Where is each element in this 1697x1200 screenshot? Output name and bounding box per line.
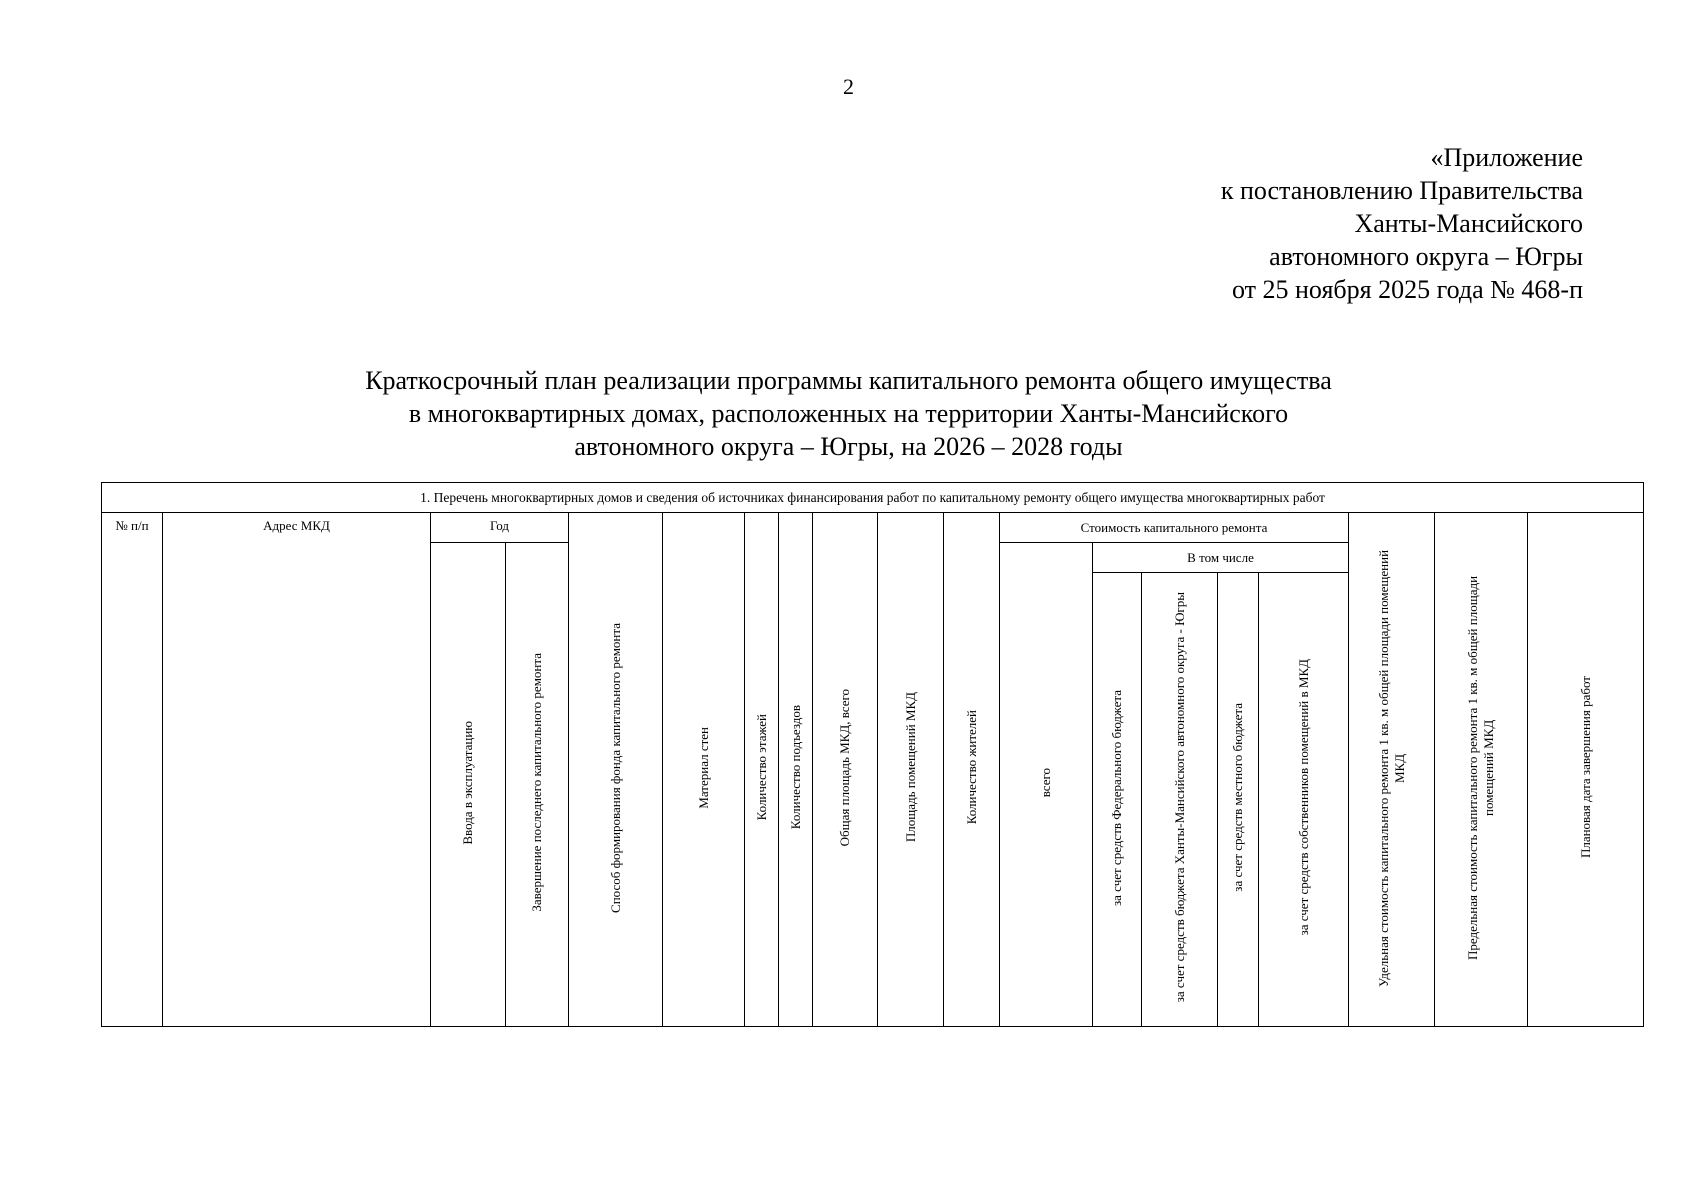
header-completion-date-cell: [1528, 513, 1644, 1027]
header-entrances: Количество подъездов: [787, 705, 803, 830]
header-year-commission: Ввода в эксплуатацию: [460, 720, 475, 845]
header-year-last-repair-cell: [506, 543, 569, 1027]
approval-line: от 25 ноября 2025 года № 468-п: [1232, 275, 1583, 304]
header-residents-cell: [944, 513, 1000, 1027]
header-fund-method-cell: [569, 513, 663, 1027]
header-federal-cell: [1093, 573, 1142, 1027]
header-including: В том числе: [1093, 543, 1349, 573]
document-title: [0, 364, 1697, 463]
header-regional-cell: [1142, 573, 1218, 1027]
header-unit-cost-cell: [1349, 513, 1435, 1027]
header-fund-method: Способ формирования фонда капитального ремонта: [607, 622, 623, 913]
header-federal: за счет средств Федерального бюджета: [1109, 689, 1124, 906]
header-address: Адрес МКД: [163, 513, 431, 1027]
header-num: № п/п: [102, 513, 163, 1027]
capital-repair-plan-table: [101, 482, 1644, 1027]
header-entrances-cell: [779, 513, 813, 1027]
header-max-unit-cost-cell: [1435, 513, 1528, 1027]
header-premises-area-cell: [878, 513, 944, 1027]
header-owners-cell: [1259, 573, 1349, 1027]
header-residents: Количество жителей: [963, 710, 979, 825]
header-year-commission-cell: [431, 543, 506, 1027]
title-line: в многоквартирных домах, расположенных на территории Ханты-Мансийского: [408, 399, 1289, 428]
header-premises-area: Площадь помещений МКД: [902, 692, 918, 843]
header-unit-cost: Удельная стоимость капитального ремонта 1 кв. м общей площади помещений МКД: [1375, 548, 1407, 987]
header-floors-cell: [745, 513, 779, 1027]
approval-line: автономного округа – Югры: [1269, 242, 1583, 271]
header-wall-material: Материал стен: [695, 726, 711, 809]
header-completion-date: Плановая дата завершения работ: [1577, 676, 1593, 859]
header-year-last-repair: Завершение последнего капитального ремонта: [529, 653, 544, 912]
approval-line: к постановлению Правительства: [1220, 176, 1583, 205]
page-number: 2: [843, 74, 854, 99]
title-line: Краткосрочный план реализации программы капитального ремонта общего имущества: [365, 366, 1332, 395]
header-floors: Количество этажей: [753, 714, 769, 821]
header-owners: за счет средств собственников помещений в МКД: [1295, 659, 1311, 936]
header-total-area: Общая площадь МКД, всего: [837, 688, 852, 847]
approval-block: [1221, 141, 1583, 306]
header-max-unit-cost: Предельная стоимость капитального ремонта 1 кв. м общей площади помещений МКД: [1465, 575, 1496, 960]
header-cost-total: всего: [1038, 767, 1053, 798]
header-cost-total-cell: [1000, 543, 1093, 1027]
header-cost: Стоимость капитального ремонта: [1000, 513, 1349, 543]
approval-line: «Приложение: [1430, 143, 1583, 172]
table-section-title: 1. Перечень многоквартирных домов и сведения об источниках финансирования работ по капитальному ремонту общего имущества многоквартирных работ: [102, 483, 1644, 513]
header-regional: за счет средств бюджета Ханты-Мансийского автономного округа - Югры: [1171, 592, 1187, 1003]
header-local: за счет средств местного бюджета: [1230, 703, 1245, 892]
header-year: Год: [431, 513, 569, 543]
header-local-cell: [1218, 573, 1259, 1027]
header-total-area-cell: [813, 513, 878, 1027]
header-wall-material-cell: [663, 513, 745, 1027]
title-line: автономного округа – Югры, на 2026 – 2028 годы: [574, 432, 1123, 461]
approval-line: Ханты-Мансийского: [1354, 209, 1583, 238]
